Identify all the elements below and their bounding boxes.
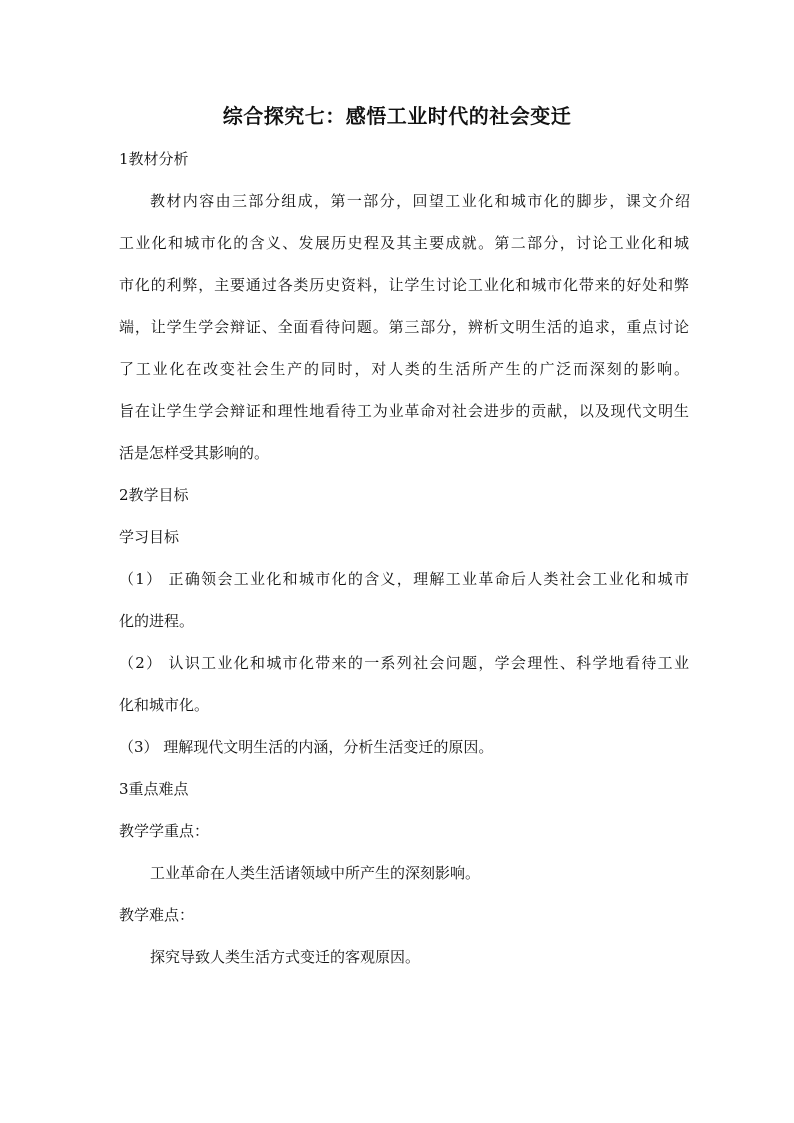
paragraph-line-5: 了工业化在改变社会生产的同时，对人类的生活所产生的广泛而深刻的影响。 <box>119 360 689 378</box>
paragraph-line-7: 活是怎样受其影响的。 <box>119 444 270 462</box>
section-heading-key-difficult-points: 3重点难点 <box>119 780 189 798</box>
objective-line-2: 化的进程。 <box>119 612 195 630</box>
key-point-text: 工业革命在人类生活诸领域中所产生的深刻影响。 <box>150 864 481 882</box>
section-heading-textbook-analysis: 1教材分析 <box>119 150 189 168</box>
paragraph-line-4: 端，让学生学会辩证、全面看待问题。第三部分，辨析文明生活的追求，重点讨论 <box>119 318 689 336</box>
objective-line-5: （3） 理解现代文明生活的内涵，分析生活变迁的原因。 <box>119 738 494 756</box>
objective-line-3: （2） 认识工业化和城市化带来的一系列社会问题，学会理性、科学地看待工业 <box>119 654 689 672</box>
page-title: 综合探究七：感悟工业时代的社会变迁 <box>222 104 572 128</box>
paragraph-line-1: 教材内容由三部分组成，第一部分，回望工业化和城市化的脚步，课文介绍 <box>150 192 690 210</box>
subheading-learning-objectives: 学习目标 <box>119 528 180 546</box>
section-heading-teaching-objectives: 2教学目标 <box>119 486 189 504</box>
paragraph-line-3: 市化的利弊，主要通过各类历史资料，让学生讨论工业化和城市化带来的好处和弊 <box>119 276 689 294</box>
difficulty-label: 教学难点： <box>119 906 195 924</box>
objective-line-4: 化和城市化。 <box>119 696 210 714</box>
key-point-label: 教学学重点： <box>119 822 210 840</box>
difficulty-text: 探究导致人类生活方式变迁的客观原因。 <box>150 948 421 966</box>
paragraph-line-6: 旨在让学生学会辩证和理性地看待工为业革命对社会进步的贡献，以及现代文明生 <box>119 402 689 420</box>
paragraph-line-2: 工业化和城市化的含义、发展历史程及其主要成就。第二部分，讨论工业化和城 <box>119 234 689 252</box>
objective-line-1: （1） 正确领会工业化和城市化的含义，理解工业革命后人类社会工业化和城市 <box>119 570 689 588</box>
